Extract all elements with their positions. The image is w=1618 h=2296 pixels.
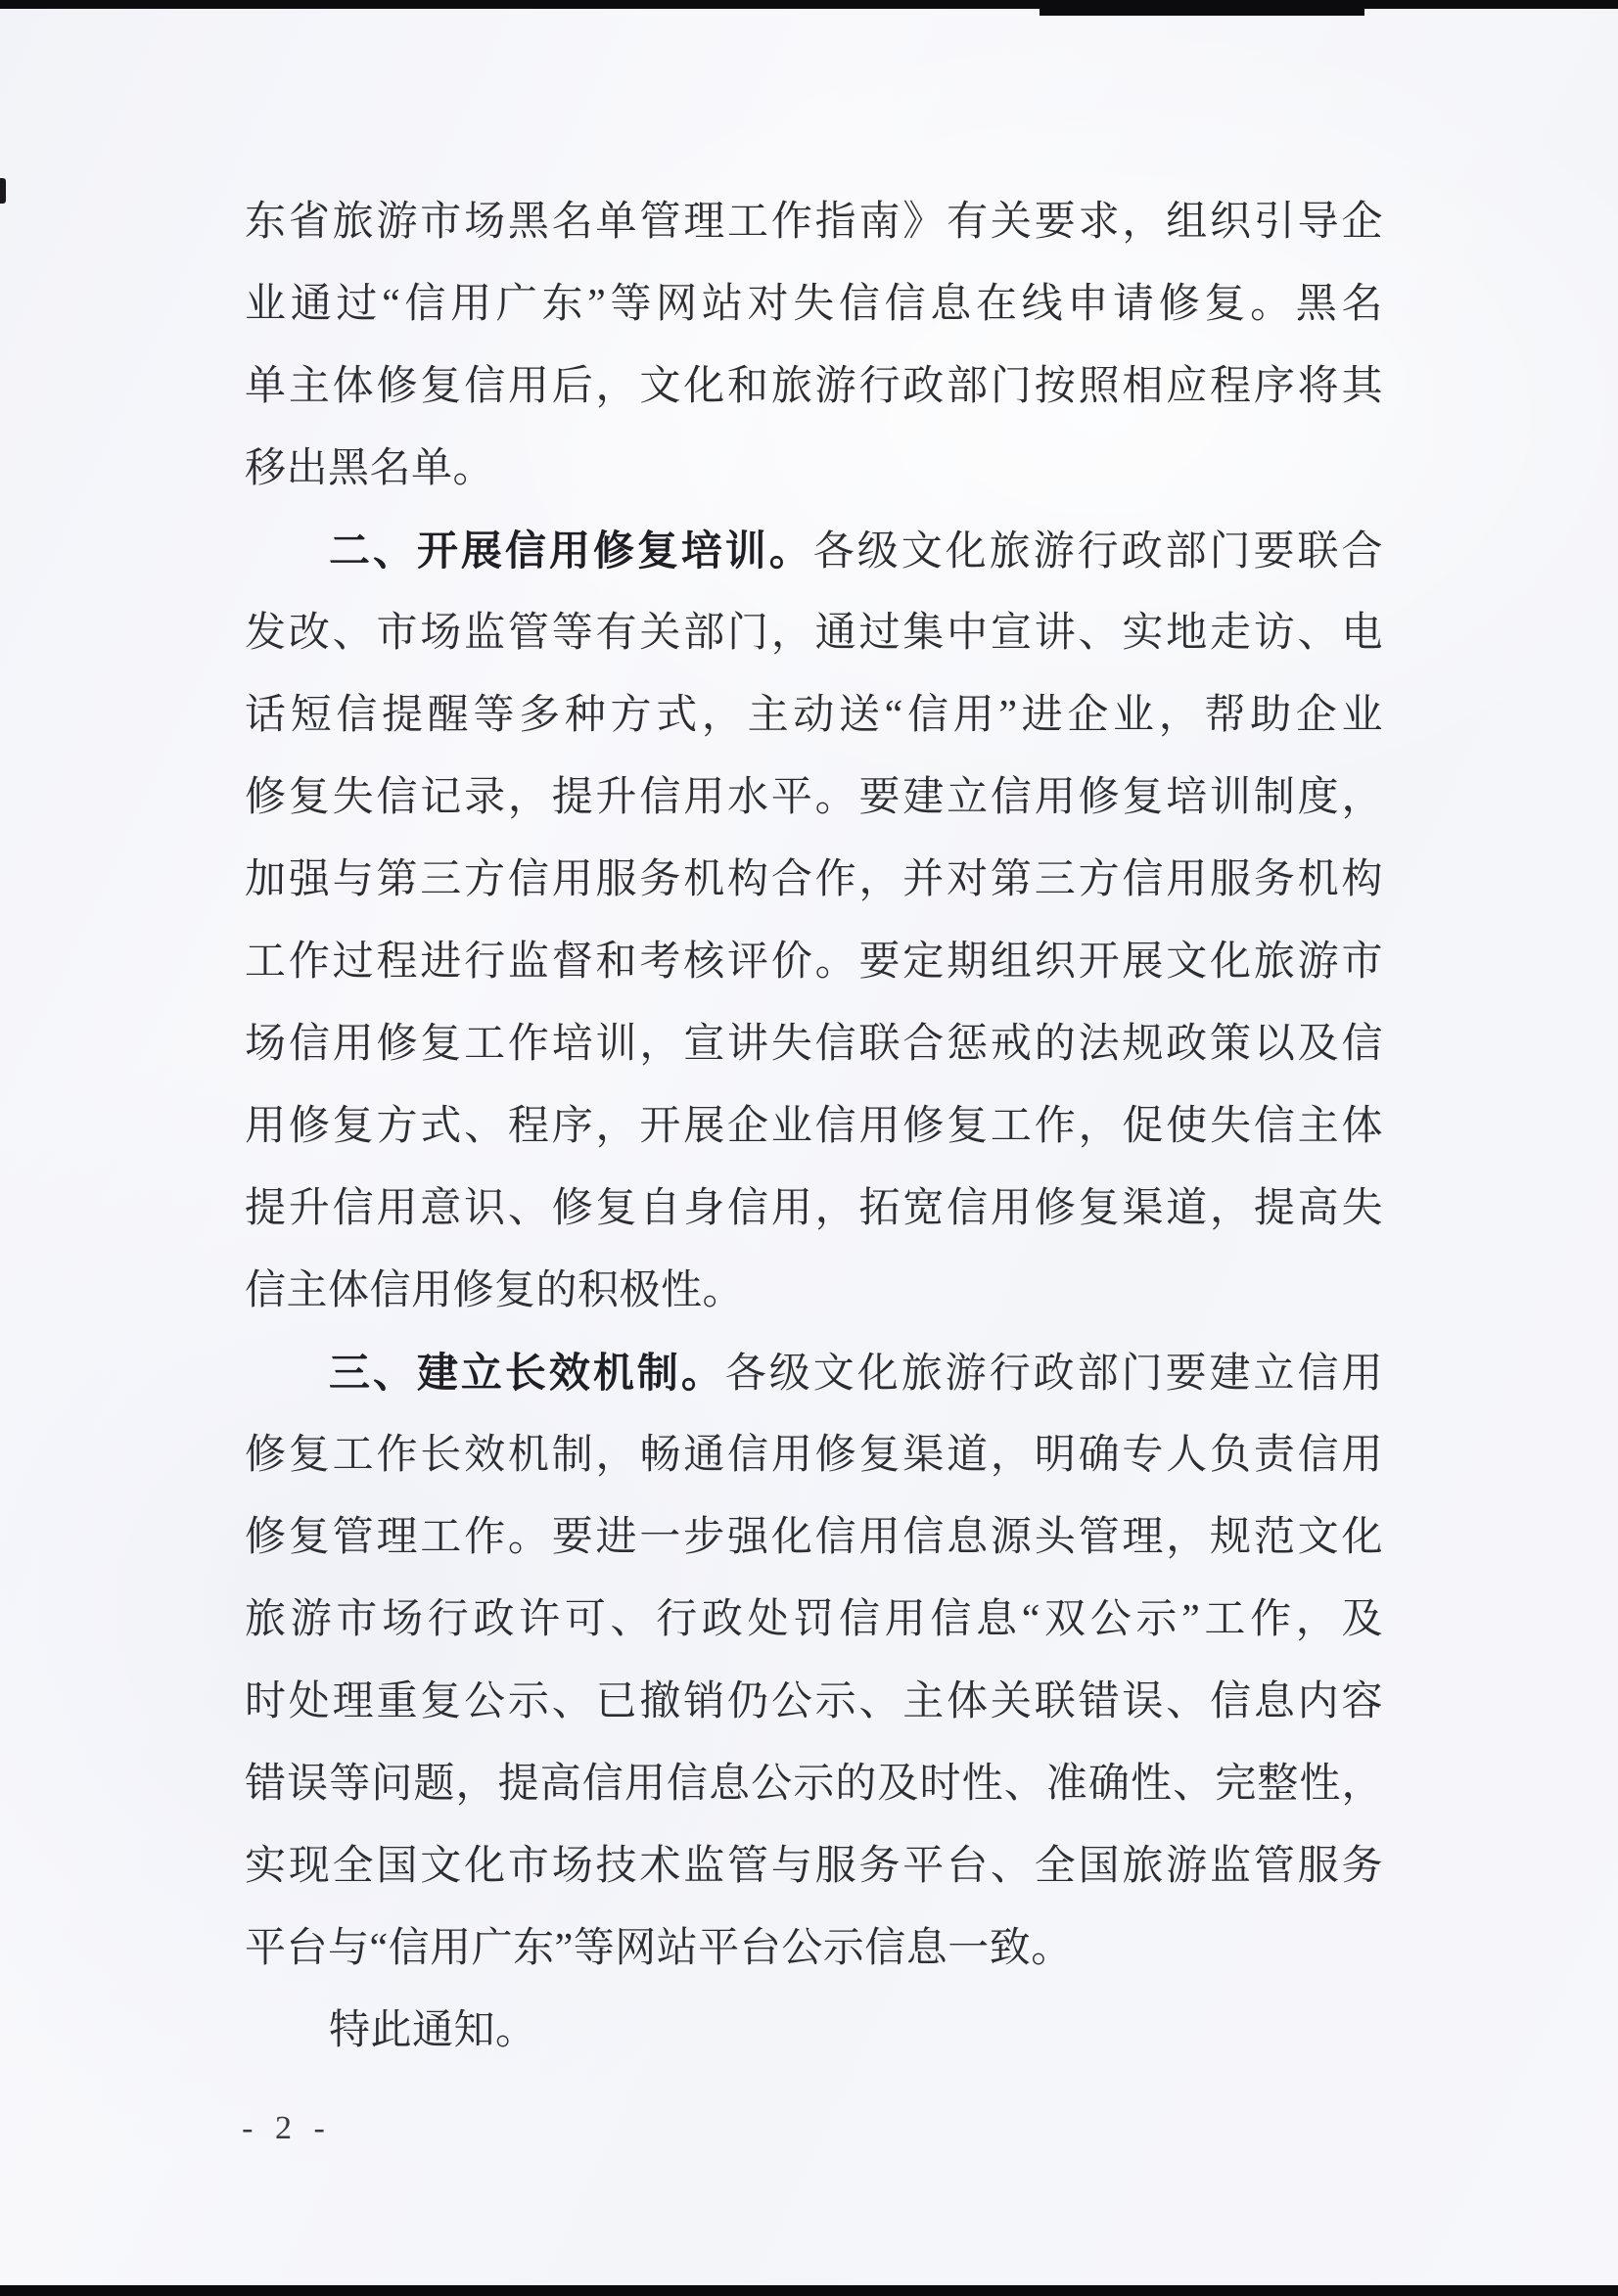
text-line: [245, 1085, 1383, 1168]
line-text: 修复失信记录，提升信用水平。要建立信用修复培训制度，: [245, 775, 1383, 820]
text-line: [245, 345, 1383, 428]
line-text: 修复工作长效机制，畅通信用修复渠道，明确专人负责信用: [245, 1433, 1383, 1478]
line-text: 场信用修复工作培训，宣讲失信联合惩戒的法规政策以及信: [245, 1022, 1383, 1067]
text-line: [245, 1990, 1383, 2072]
text-line: [245, 1496, 1383, 1579]
scanner-edge-left-mark: [0, 178, 6, 204]
text-line: [245, 921, 1383, 1003]
text-line: [245, 1907, 1383, 1990]
section-heading: 二、开展信用修复培训。: [329, 528, 813, 574]
line-text: 发改、市场监管等有关部门，通过集中宣讲、实地走访、电: [245, 611, 1383, 656]
text-line: [245, 1250, 1383, 1332]
line-text: 加强与第三方信用服务机构合作，并对第三方信用服务机构: [245, 857, 1383, 902]
document-body: [245, 181, 1383, 2072]
text-line: [245, 263, 1383, 345]
line-text: 特此通知。: [329, 2008, 537, 2053]
text-line: [245, 1168, 1383, 1250]
text-line: [245, 1661, 1383, 1743]
text-line: [245, 1414, 1383, 1496]
line-text: 工作过程进行监督和考核评价。要定期组织开展文化旅游市: [245, 940, 1383, 985]
line-text: 话短信提醒等多种方式，主动送“信用”进企业，帮助企业: [245, 693, 1383, 738]
line-text: 时处理重复公示、已撤销仍公示、主体关联错误、信息内容: [245, 1679, 1383, 1724]
line-text: 平台与“信用广东”等网站平台公示信息一致。: [245, 1926, 1073, 1971]
line-text: 业通过“信用广东”等网站对失信信息在线申请修复。黑名: [245, 282, 1383, 327]
text-line: [245, 428, 1383, 510]
line-text: 单主体修复信用后，文化和旅游行政部门按照相应程序将其: [245, 364, 1383, 409]
text-line: [245, 592, 1383, 674]
line-text: 修复管理工作。要进一步强化信用信息源头管理，规范文化: [245, 1515, 1383, 1560]
line-text: 信主体信用修复的积极性。: [245, 1268, 745, 1313]
text-line: [245, 1003, 1383, 1085]
line-text: 用修复方式、程序，开展企业信用修复工作，促使失信主体: [245, 1104, 1383, 1149]
line-text: 旅游市场行政许可、行政处罚信用信息“双公示”工作，及: [245, 1597, 1383, 1642]
text-line: [245, 757, 1383, 839]
text-line: [245, 181, 1383, 263]
text-line: [245, 510, 1383, 592]
text-line: [245, 839, 1383, 921]
scanner-edge-top: [0, 0, 1618, 9]
line-text: 各级文化旅游行政部门要联合: [812, 529, 1383, 574]
text-line: [245, 1825, 1383, 1907]
text-line: [245, 674, 1383, 757]
scanner-edge-bottom: [0, 2285, 1618, 2296]
section-heading: 三、建立长效机制。: [329, 1350, 725, 1396]
line-text: 东省旅游市场黑名单管理工作指南》有关要求，组织引导企: [245, 200, 1383, 245]
line-text: 实现全国文化市场技术监管与服务平台、全国旅游监管服务: [245, 1844, 1383, 1889]
line-text: 错误等问题，提高信用信息公示的及时性、准确性、完整性，: [245, 1762, 1383, 1807]
text-line: [245, 1332, 1383, 1414]
scanner-edge-top-thick: [1040, 0, 1364, 16]
line-text: 移出黑名单。: [245, 446, 495, 491]
line-text: 各级文化旅游行政部门要建立信用: [724, 1352, 1383, 1397]
line-text: 提升信用意识、修复自身信用，拓宽信用修复渠道，提高失: [245, 1186, 1383, 1231]
text-line: [245, 1579, 1383, 1661]
text-line: [245, 1743, 1383, 1825]
page-number: - 2 -: [242, 2110, 332, 2146]
